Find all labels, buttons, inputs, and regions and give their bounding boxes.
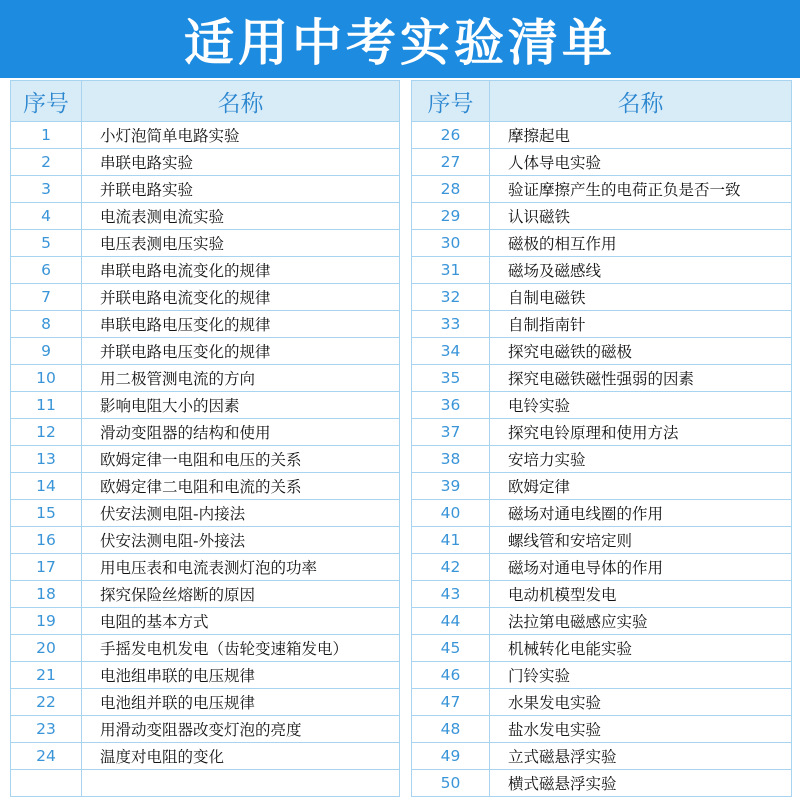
row-number: 9 [11,338,82,365]
row-name: 并联电路电压变化的规律 [82,338,400,365]
row-number: 8 [11,311,82,338]
table-row [11,446,400,473]
row-number: 32 [412,284,490,311]
row-number: 38 [412,446,490,473]
table-row [412,365,792,392]
row-number: 2 [11,149,82,176]
row-number: 29 [412,203,490,230]
page-title: 适用中考实验清单 [184,14,616,72]
row-name: 法拉第电磁感应实验 [490,608,792,635]
row-name: 小灯泡简单电路实验 [82,122,400,149]
row-number: 26 [412,122,490,149]
table-row [412,284,792,311]
table-row [11,689,400,716]
row-name: 电流表测电流实验 [82,203,400,230]
row-name: 用滑动变阻器改变灯泡的亮度 [82,716,400,743]
row-number: 39 [412,473,490,500]
row-number: 43 [412,581,490,608]
row-name: 串联电路电流变化的规律 [82,257,400,284]
row-name: 自制指南针 [490,311,792,338]
table-row [412,122,792,149]
header-name: 名称 [82,81,400,122]
row-number: 7 [11,284,82,311]
table-row [11,419,400,446]
table-row [11,284,400,311]
row-name: 人体导电实验 [490,149,792,176]
row-name: 磁场对通电导体的作用 [490,554,792,581]
header-name: 名称 [490,81,792,122]
row-number: 10 [11,365,82,392]
table-row [412,716,792,743]
row-name: 自制电磁铁 [490,284,792,311]
row-name [82,770,400,797]
row-name: 探究电铃原理和使用方法 [490,419,792,446]
row-number: 16 [11,527,82,554]
row-number: 41 [412,527,490,554]
row-number: 6 [11,257,82,284]
table-row [11,716,400,743]
row-number: 50 [412,770,490,797]
row-number: 19 [11,608,82,635]
row-number: 28 [412,176,490,203]
row-name: 横式磁悬浮实验 [490,770,792,797]
row-number: 35 [412,365,490,392]
row-number: 15 [11,500,82,527]
row-number: 37 [412,419,490,446]
row-name: 串联电路电压变化的规律 [82,311,400,338]
row-name: 水果发电实验 [490,689,792,716]
row-number: 46 [412,662,490,689]
table-row [412,419,792,446]
table-row [11,311,400,338]
table-row [11,770,400,797]
table-row [412,257,792,284]
row-number: 27 [412,149,490,176]
table-header-row [11,81,400,122]
row-number: 3 [11,176,82,203]
row-number: 45 [412,635,490,662]
row-number: 1 [11,122,82,149]
row-number: 22 [11,689,82,716]
table-row [412,554,792,581]
table-row [11,473,400,500]
row-name: 伏安法测电阻-外接法 [82,527,400,554]
row-name: 温度对电阻的变化 [82,743,400,770]
table-row [412,311,792,338]
table-row [11,635,400,662]
row-name: 立式磁悬浮实验 [490,743,792,770]
table-row [11,122,400,149]
row-name: 串联电路实验 [82,149,400,176]
table-row [412,203,792,230]
table-row [11,149,400,176]
row-name: 验证摩擦产生的电荷正负是否一致 [490,176,792,203]
row-name: 摩擦起电 [490,122,792,149]
row-number: 36 [412,392,490,419]
row-name: 探究保险丝熔断的原因 [82,581,400,608]
row-name: 磁场对通电线圈的作用 [490,500,792,527]
row-name: 电压表测电压实验 [82,230,400,257]
header-num: 序号 [11,81,82,122]
row-number: 23 [11,716,82,743]
row-name: 手摇发电机发电（齿轮变速箱发电） [82,635,400,662]
row-name: 影响电阻大小的因素 [82,392,400,419]
row-name: 用电压表和电流表测灯泡的功率 [82,554,400,581]
row-number: 17 [11,554,82,581]
table-row [11,527,400,554]
row-number: 11 [11,392,82,419]
row-name: 电池组串联的电压规律 [82,662,400,689]
row-number: 42 [412,554,490,581]
table-row [412,635,792,662]
row-number: 33 [412,311,490,338]
table-row [412,176,792,203]
row-name: 探究电磁铁磁性强弱的因素 [490,365,792,392]
row-name: 并联电路实验 [82,176,400,203]
row-name: 电铃实验 [490,392,792,419]
row-number: 44 [412,608,490,635]
left-table [10,80,400,797]
row-name: 门铃实验 [490,662,792,689]
row-name: 机械转化电能实验 [490,635,792,662]
row-name: 并联电路电流变化的规律 [82,284,400,311]
table-row [412,149,792,176]
row-number: 5 [11,230,82,257]
title-banner [0,0,800,78]
left-table-body [11,122,400,797]
table-row [412,608,792,635]
row-number: 12 [11,419,82,446]
row-number: 40 [412,500,490,527]
row-name: 安培力实验 [490,446,792,473]
row-name: 螺线管和安培定则 [490,527,792,554]
header-num: 序号 [412,81,490,122]
row-name: 欧姆定律 [490,473,792,500]
table-row [11,257,400,284]
row-name: 盐水发电实验 [490,716,792,743]
table-row [11,581,400,608]
table-row [11,365,400,392]
table-header-row [412,81,792,122]
table-row [412,743,792,770]
row-number: 48 [412,716,490,743]
row-name: 欧姆定律一电阻和电压的关系 [82,446,400,473]
table-row [11,500,400,527]
row-name: 电池组并联的电压规律 [82,689,400,716]
table-row [412,338,792,365]
row-number: 49 [412,743,490,770]
table-row [412,500,792,527]
table-row [11,392,400,419]
table-row [412,230,792,257]
row-number [11,770,82,797]
table-row [412,581,792,608]
row-name: 磁极的相互作用 [490,230,792,257]
row-name: 电阻的基本方式 [82,608,400,635]
row-number: 4 [11,203,82,230]
row-name: 滑动变阻器的结构和使用 [82,419,400,446]
table-row [11,203,400,230]
table-row [11,176,400,203]
table-row [11,338,400,365]
table-row [11,743,400,770]
row-name: 磁场及磁感线 [490,257,792,284]
column-divider [401,78,410,800]
table-row [412,527,792,554]
row-name: 用二极管测电流的方向 [82,365,400,392]
row-name: 电动机模型发电 [490,581,792,608]
table-row [412,770,792,797]
row-name: 欧姆定律二电阻和电流的关系 [82,473,400,500]
table-row [11,662,400,689]
table-row [412,662,792,689]
row-number: 47 [412,689,490,716]
row-number: 24 [11,743,82,770]
table-row [11,608,400,635]
row-number: 31 [412,257,490,284]
row-number: 13 [11,446,82,473]
table-row [412,446,792,473]
experiment-list [0,78,800,800]
table-row [412,473,792,500]
table-row [11,554,400,581]
table-row [11,230,400,257]
row-name: 探究电磁铁的磁极 [490,338,792,365]
row-number: 21 [11,662,82,689]
row-name: 认识磁铁 [490,203,792,230]
row-number: 30 [412,230,490,257]
row-name: 伏安法测电阻-内接法 [82,500,400,527]
row-number: 18 [11,581,82,608]
right-table-body [412,122,792,797]
right-table [411,80,792,797]
table-row [412,392,792,419]
row-number: 20 [11,635,82,662]
table-row [412,689,792,716]
row-number: 34 [412,338,490,365]
row-number: 14 [11,473,82,500]
